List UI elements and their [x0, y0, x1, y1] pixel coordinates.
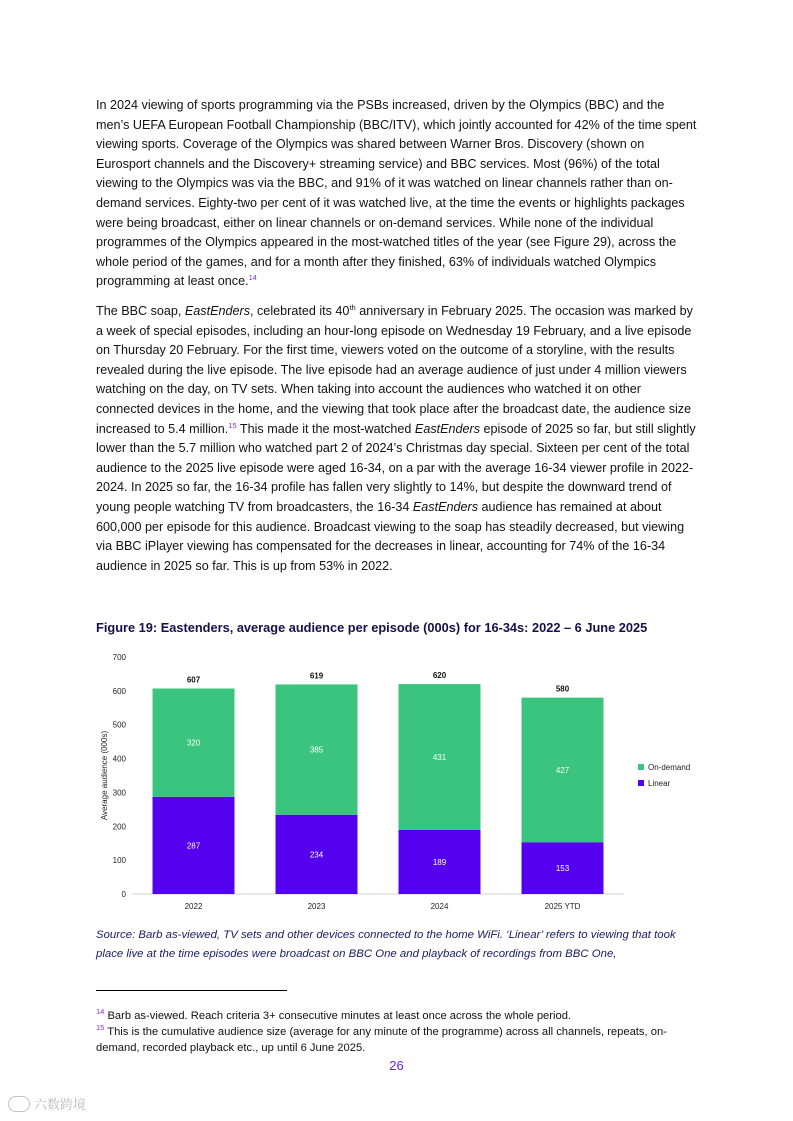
data-label-linear: 189 [432, 858, 447, 868]
legend-swatch-linear [638, 780, 644, 786]
footnote-15: $^{15}$ This is the cumulative audience size (average for any minute of the programme) across all channels, repeats, on-demand, recorded playback etc., up until 6 June 2025. [96, 1023, 667, 1054]
footnote-14: $^{14}$ Barb as-viewed. Reach criteria 3+ consecutive minutes at least once across the whole period. [96, 1007, 572, 1022]
watermark [8, 1094, 86, 1113]
data-label-on-demand: 320 [186, 738, 201, 748]
chart-source-note: Source: Barb as-viewed, TV sets and other devices connected to the home WiFi. ‘Linear’ refers to viewing that took place live at the time episodes were broadcast on BBC One and playback of recordings from BBC One, [96, 929, 676, 960]
watermark-logo-icon [8, 1096, 30, 1112]
data-label-on-demand: 427 [555, 765, 570, 775]
data-label-linear: 153 [555, 864, 570, 874]
y-tick-label: 400 [112, 754, 126, 764]
figure-title: Figure 19: Eastenders, average audience per episode (000s) for 16-34s: 2022 – 6 June 2025 [96, 620, 648, 635]
data-label-total: 620 [432, 671, 447, 681]
watermark-text: 六数跨境 [34, 1097, 87, 1112]
footnote-divider [96, 990, 287, 991]
programme-title: EastEnders [412, 499, 479, 514]
y-tick-label: 0 [121, 890, 126, 899]
data-label-total: 580 [555, 684, 570, 694]
data-label-total: 607 [186, 675, 201, 685]
y-tick-label: 700 [112, 653, 126, 662]
data-label-linear: 234 [309, 850, 324, 860]
x-tick-label: 2022 [184, 902, 203, 911]
programme-title: EastEnders [414, 421, 481, 436]
programme-title: EastEnders [184, 304, 251, 318]
x-tick-label: 2024 [430, 902, 449, 911]
x-tick-label: 2023 [307, 902, 326, 911]
data-label-on-demand: 431 [432, 753, 447, 763]
ordinal-suffix: th [349, 303, 356, 312]
y-tick-label: 100 [112, 856, 126, 866]
y-tick-label: 300 [112, 788, 126, 798]
legend-label: On-demand [648, 763, 691, 772]
y-tick-label: 600 [112, 686, 126, 696]
x-tick-label: 2025 YTD [544, 902, 581, 911]
paragraph-olympics: In 2024 viewing of sports programming via the PSBs increased, driven by the Olympics (BBC) and the men’s UEFA European Football Championship (BBC/ITV), which jointly accounted for 42% of the time spent viewing sports. Coverage of the Olympics was shared between Warner Bros. Discovery (shown on Eurosport channels and the Discovery+ streaming service) and BBC services. Most (96%) of the total viewing to the Olympics was via the BBC, and 91% of it was watched on linear channels rather than on-demand services. Eighty-two per cent of it was watched live, at the time the events or highlights packages were being broadcast, either on linear channels or on-demand services. While none of the individual programmes of the Olympics appeared in the most-watched titles of the year (see Figure 29), across the whole period of the games, and for a month after they finished, 63% of individuals watched Olympics programming at least once.$^{14}$ [96, 98, 697, 289]
y-tick-label: 200 [112, 822, 126, 832]
paragraph-eastenders: The BBC soap, EastEnders, celebrated its 40th anniversary in February 2025. The occasion was marked by a week of special episodes, including an hour-long episode on Wednesday 19 February, and a live episode on Thursday 20 February. For the first time, viewers voted on the outcome of a storyline, with the results revealed during the live episode. The live episode had an average audience of just under 4 million viewers watching on the day, on TV sets. When taking into account the audiences who watched it on other connected devices in the home, and the viewing that took place after the broadcast date, the audience size increased to 5.4 million.$^{15}$ This made it the most-watched EastEnders episode of 2025 so far, but still slightly lower than the 5.7 million who watched part 2 of 2024’s Christmas day special. Sixteen per cent of the total audience to the 2025 live episode were aged 16-34, on a par with the average 16-34 viewer profile in 2022-2024. In 2025 so far, the 16-34 profile has fallen very slightly to 14%, but despite the downward trend of young people watching TV from broadcasters, the 16-34 EastEnders audience has remained at about 600,000 per episode for this audience. Broadcast viewing to the soap has steadily decreased, but viewing via BBC iPlayer viewing has compensated for the decreases in linear, accounting for 74% of the 16-34 audience in 2025 so far. This is up from 53% in 2022. [96, 303, 696, 573]
data-label-total: 619 [309, 671, 324, 681]
data-label-linear: 287 [186, 841, 201, 851]
page-number: 26 [389, 1058, 404, 1073]
data-label-on-demand: 385 [309, 745, 324, 755]
footnote-ref-15[interactable]: 15 [228, 420, 237, 430]
footnote-ref-14[interactable]: 14 [248, 273, 257, 283]
footnote-number: 15 [96, 1023, 105, 1032]
legend-label: Linear [648, 779, 671, 788]
stacked-bar-chart [90, 646, 710, 918]
y-axis-title: Average audience (000s) [100, 730, 109, 821]
legend-swatch-on-demand [638, 764, 644, 770]
footnote-number: 14 [96, 1007, 105, 1016]
y-tick-label: 500 [112, 720, 126, 730]
